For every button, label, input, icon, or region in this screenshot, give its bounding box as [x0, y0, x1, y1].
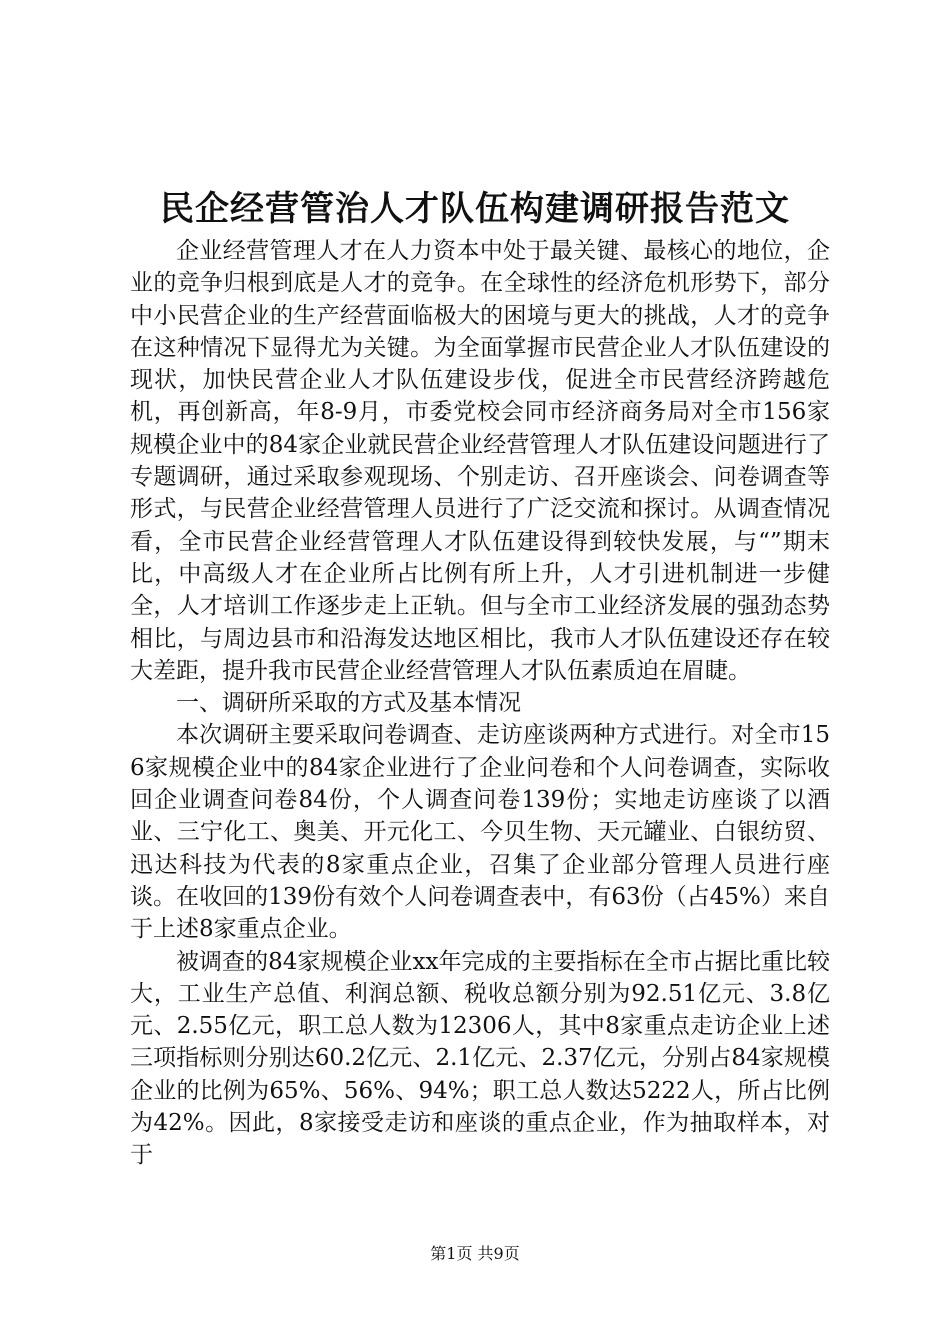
section-heading-1: 一、调研所采取的方式及基本情况: [176, 690, 521, 717]
paragraph-indicators: 被调查的84家规模企业xx年完成的主要指标在全市占据比重比较大，工业生产总值、利润总额、税收总额分别为92.51亿元、3.8亿元、2.55亿元，职工总人数为12306人，其中8家重点走访企业上述三项指标则分别达60.2亿元、2.1亿元、2.37亿元，分别占84家规模企业的比例为65%、56%、94%；职工总人数达5222人，所占比例为42%。因此，8家接受走访和座谈的重点企业，作为抽取样本，对于: [130, 948, 830, 1169]
paragraph-intro: 企业经营管理人才在人力资本中处于最关键、最核心的地位，企业的竞争归根到底是人才的竞争。在全球性的经济危机形势下，部分中小民营企业的生产经营面临极大的困境与更大的挑战，人才的竞争在这种情况下显得尤为关键。为全面掌握市民营企业人才队伍建设的现状，加快民营企业人才队伍建设步伐，促进全市民营经济跨越危机，再创新高，年8-9月，市委党校会同市经济商务局对全市156家规模企业中的84家企业就民营企业经营管理人才队伍建设问题进行了专题调研，通过采取参观现场、个别走访、召开座谈会、问卷调查等形式，与民营企业经营管理人员进行了广泛交流和探讨。从调查情况看，全市民营企业经营管理人才队伍建设得到较快发展，与“”期末比，中高级人才在企业所占比例有所上升，人才引进机制进一步健全，人才培训工作逐步走上正轨。但与全市工业经济发展的强劲态势相比，与周边县市和沿海发达地区相比，我市人才队伍建设还存在较大差距，提升我市民营企业经营管理人才队伍素质迫在眉睫。: [130, 238, 830, 684]
document-title: 民企经营管治人才队伍构建调研报告范文: [160, 189, 790, 229]
paragraph-method: 本次调研主要采取问卷调查、走访座谈两种方式进行。对全市156家规模企业中的84家企业进行了企业问卷和个人问卷调查，实际收回企业调查问卷84份，个人调查问卷139份；实地走访座谈了以酒业、三宁化工、奥美、开元化工、今贝生物、天元罐业、白银纺贸、迅达科技为代表的8家重点企业，召集了企业部分管理人员进行座谈。在收回的139份有效个人问卷调查表中，有63份（占45%）来自于上述8家重点企业。: [130, 722, 830, 943]
page-footer: 第1页 共9页: [430, 1244, 520, 1263]
document-body: [130, 235, 830, 1172]
